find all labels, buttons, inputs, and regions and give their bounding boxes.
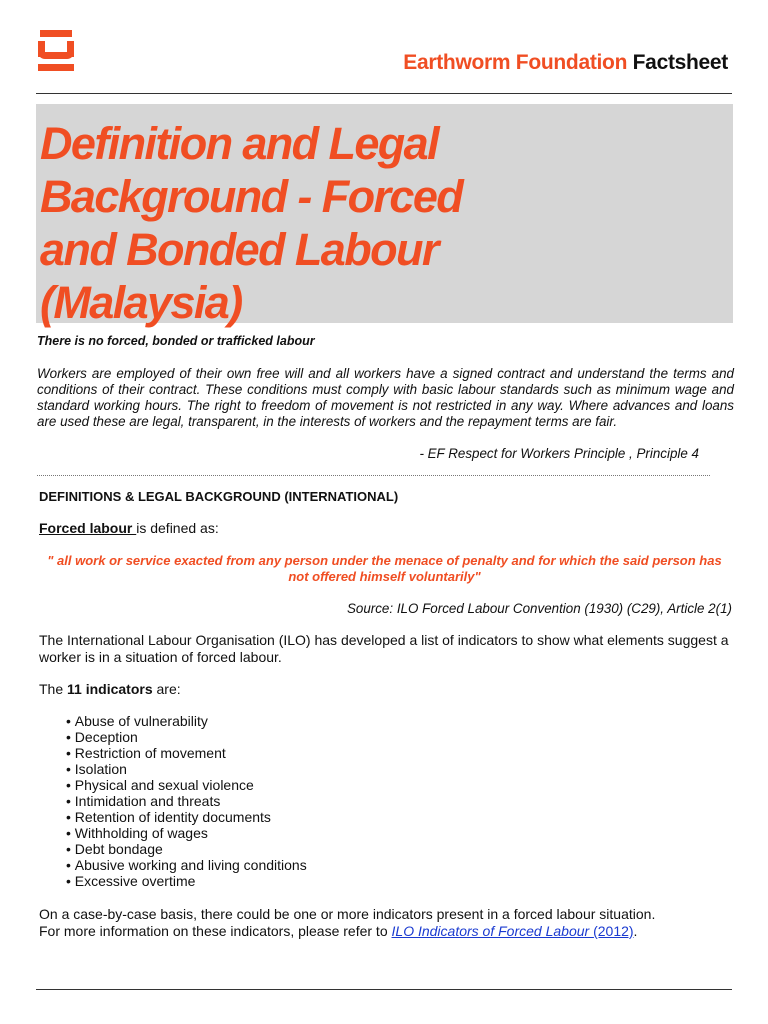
closing-paragraph <box>39 906 739 940</box>
list-item: • Debt bondage <box>66 841 307 857</box>
forced-labour-definition <box>39 520 219 536</box>
principle-lead: There is no forced, bonded or trafficked labour <box>37 334 315 348</box>
count-prefix: The <box>39 681 68 697</box>
list-item: • Restriction of movement <box>66 745 307 761</box>
list-item: • Withholding of wages <box>66 825 307 841</box>
list-item: • Abuse of vulnerability <box>66 713 307 729</box>
header-divider <box>36 93 732 94</box>
list-item: • Abusive working and living conditions <box>66 857 307 873</box>
list-item: • Intimidation and threats <box>66 793 307 809</box>
list-item: • Deception <box>66 729 307 745</box>
forced-labour-term: Forced labour <box>39 520 137 536</box>
ilo-definition-quote: " all work or service exacted from any person under the menace of penalty and for which the said person has not offered himself voluntarily" <box>47 553 722 584</box>
indicator-count-line <box>39 681 739 698</box>
section-heading: DEFINITIONS & LEGAL BACKGROUND (INTERNATIONAL) <box>39 489 399 504</box>
indicator-list <box>66 713 307 889</box>
earthworm-logo-icon <box>38 30 74 72</box>
closing-line-2 <box>39 923 739 940</box>
org-name: Earthworm Foundation <box>403 51 628 74</box>
definition-suffix: is defined as: <box>136 520 219 536</box>
quote-source: Source: ILO Forced Labour Convention (1930) (C29), Article 2(1) <box>346 601 732 616</box>
ilo-indicators-year-link[interactable]: (2012) <box>593 923 634 939</box>
closing-end: . <box>633 923 638 939</box>
principle-source: - EF Respect for Workers Principle , Principle 4 <box>419 446 699 461</box>
dotted-divider <box>37 475 710 476</box>
list-item: • Physical and sexual violence <box>66 777 307 793</box>
brand-title <box>403 51 728 75</box>
list-item: • Excessive overtime <box>66 873 307 889</box>
list-item: • Retention of identity documents <box>66 809 307 825</box>
count-bold: 11 indicators <box>67 681 153 697</box>
closing-line-1: On a case-by-case basis, there could be one or more indicators present in a forced labour situation. <box>39 906 656 922</box>
footer-divider <box>36 989 732 990</box>
closing-prefix: For more information on these indicators, please refer to <box>39 923 392 939</box>
page-title: Definition and Legal Background - Forced and Bonded Labour (Malaysia) <box>40 118 463 328</box>
principle-body: Workers are employed of their own free will and all workers have a signed contract and understand the terms and conditions of their contract. These conditions must comply with basic labour standards such as minimum wage and standard working hours. The right to freedom of movement is not restricted in any way. Where advances and loans are used these are legal, transparent, in the interests of workers and the repayment terms are fair. <box>37 366 734 429</box>
title-banner <box>36 104 733 328</box>
ilo-indicators-link[interactable]: ILO Indicators of Forced Labour <box>391 923 594 939</box>
list-item: • Isolation <box>66 761 307 777</box>
doc-type: Factsheet <box>632 51 728 74</box>
count-suffix: are: <box>152 681 181 697</box>
ilo-intro-paragraph: The International Labour Organisation (ILO) has developed a list of indicators to show what elements suggest a worker is in a situation of forced labour. <box>39 632 729 665</box>
